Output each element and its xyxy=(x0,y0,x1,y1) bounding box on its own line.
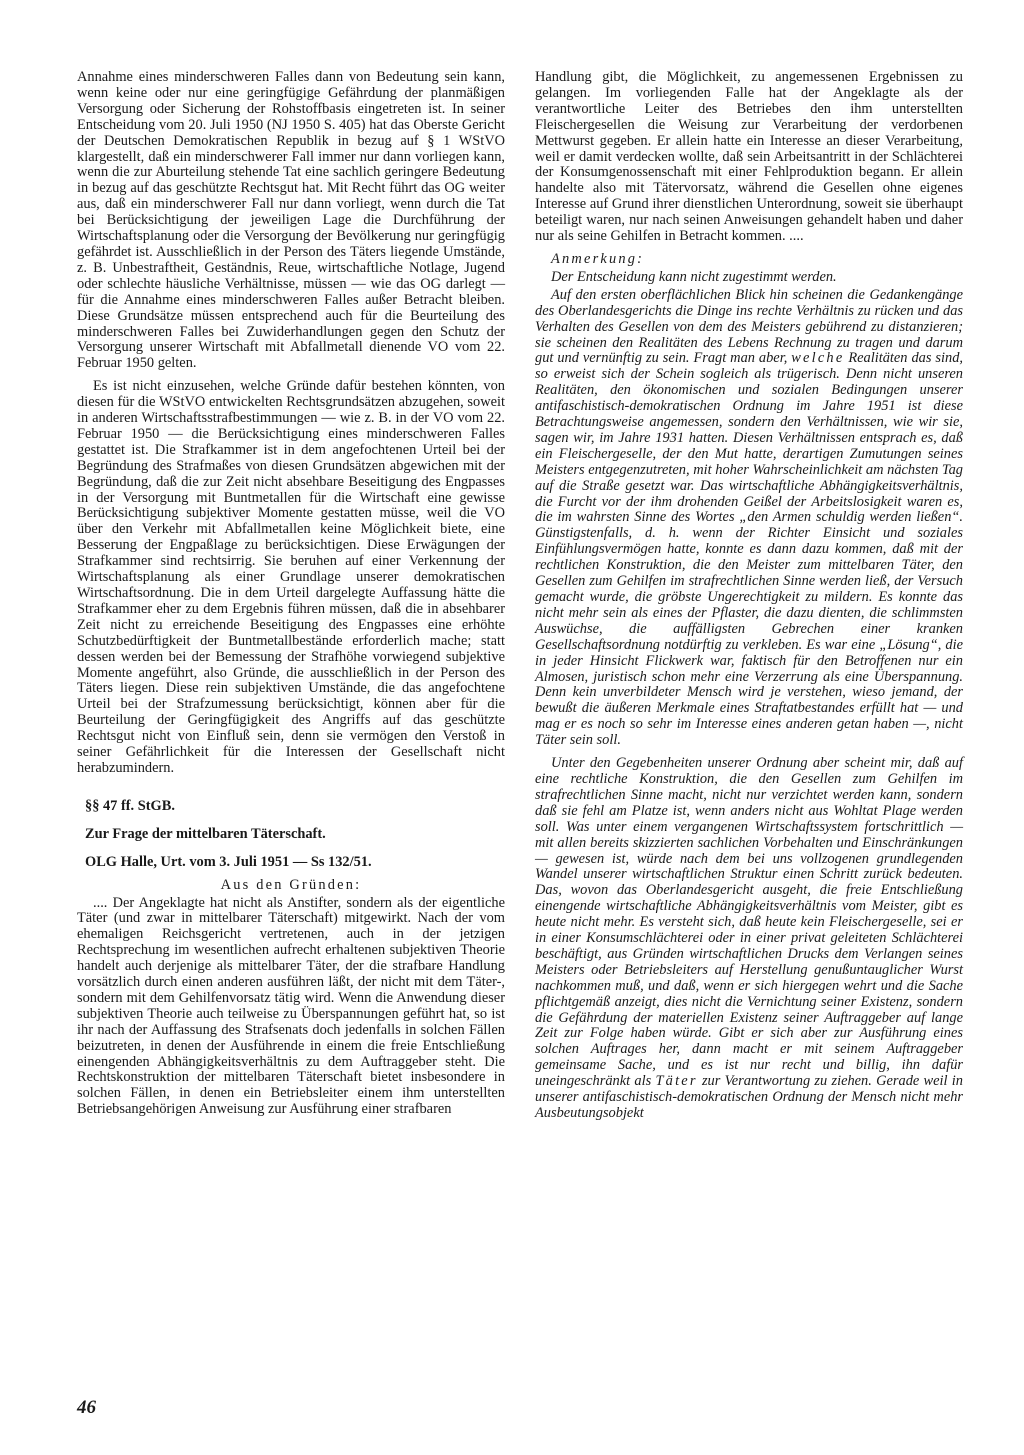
text-run: Realitäten das sind, so erweist sich der Schein sogleich als trügerisch. Denn nicht unseren Realitäten, den ökonomischen und sozialen Bedingungen unserer antifaschistisch-demokratischen Ordnung im Jahre 1951 ist diese Betrachtungsweise angemessen, sondern den Verhältnissen, wie wir sie, sagen wir, im Jahre 1931 hatten. Diesen Verhältnissen entsprach es, daß ein Fleischergeselle, der den Mut hatte, derartigen Zumutungen seines Meisters entgegenzutreten, mit hoher Wahrscheinlichkeit am nächsten Tag auf die Straße gesetzt war. Das wirtschaftliche Abhängigkeitsverhältnis, die Furcht vor der ihm drohenden Geißel der Arbeitslosigkeit waren es, die im wahrsten Sinne des Wortes „den Armen schuldig werden ließen“. Günstigstenfalls, d. h. wenn der Richter Einsicht und soziales Einfühlungsvermögen hatte, konnte es dann dazu kommen, daß mit der rechtlichen Konstruktion, die den Meister zum mittelbaren Täter, den Gesellen zum Gehilfen im strafrechtlichen Sinne werden ließ, der Versuch gemacht wurde, die gröbste Ungerechtigkeit zu mildern. Es konnte das nicht mehr sein als eines der Pflaster, die dazu dienten, die schlimmsten Auswüchse, die auffälligsten Gebrechen einer kranken Gesellschaftsordnung notdürftig zu verkleben. Es war eine „Lösung“, die in jeder Hinsicht Flickwerk war, faktisch für den Betroffenen nur ein Almosen, juristisch schon mehr eine Verzerrung als eine Überspannung. Denn kein unverbildeter Mensch wird je verstehen, wieso jemand, der bewußt die äußeren Merkmale eines Straftatbestandes erfüllt hat — und mag er es noch so sehr im Interesse eines anderen getan haben —, nicht Täter sein soll. xyxy=(535,350,963,749)
paragraph: .... Der Angeklagte hat nicht als Anstifter, sondern als der eigentliche Täter (und zwar in mittelbarer Täterschaft) mitgewirkt. Nach der vom ehemaligen Reichsgericht vertretenen, auch in der jetzigen Rechtsprechung im wesentlichen aufrecht erhaltenen subjektiven Theorie handelt auch derjenige als mittelbarer Täter, der die strafbare Handlung vorsätzlich durch einen anderen ausführen läßt, der nicht mit dem Täter-, sondern mit dem Gehilfenvorsatz tätig wird. Wenn die Anwendung dieser subjektiven Theorie auch teilweise zu Überspannungen geführt hat, so ist ihr nach der Auffassung des Strafsenats doch jedenfalls in solchen Fällen beizutreten, in denen der Ausführende in einem die freie Entschließung einengenden Abhängigkeitsverhältnis zu dem Auftraggeber steht. Die Rechtskonstruktion der mittelbaren Täterschaft bietet insbesondere in solchen Fällen, in denen ein Betriebsleiter einem ihm unterstellten Betriebsangehörigen Anweisung zur Ausführung einer strafbaren xyxy=(77,894,505,1118)
paragraph: Annahme eines minderschweren Falles dann von Bedeutung sein kann, wenn keine oder nur eine geringfügige Gefährdung der planmäßigen Versorgung oder Sicherung der Rohstoffbasis eingetreten ist. In seiner Entscheidung vom 20. Juli 1950 (NJ 1950 S. 405) hat das Oberste Gericht der Deutschen Demokratischen Republik in bezug auf § 1 WStVO klargestellt, daß ein minderschwerer Fall immer nur dann vorliegen kann, wenn die zur Aburteilung stehende Tat eine sachlich geringere Bedeutung in bezug auf das geschützte Rechtsgut hat. Mit Recht führt das OG weiter aus, daß ein minderschwerer Fall nur dann vorliegt, wenn durch die Tat bei Berücksichtigung der jeweiligen Lage die Durchführung der Wirtschaftsplanung oder die Versorgung der Bevölkerung nur geringfügig gefährdet ist. Ausschließlich in der Person des Täters liegende Umstände, z. B. Unbestraftheit, Geständnis, Reue, wirtschaftliche Notlage, Jugend oder schlechte häusliche Verhältnisse, müssen — wie das OG darlegt — für die Annahme eines minderschweren Falles außer Betracht bleiben. Diese Grundsätze müssen entsprechend auch für die Beurteilung des minderschweren Falles bei Zuwiderhandlungen gegen den Schutz der Versorgung unserer Wirtschaft mit Abfallmetall dienende VO vom 22. Februar 1950 gelten. xyxy=(77,69,505,372)
text-run: Auf den ersten oberflächlichen Blick hin scheinen die Gedankengänge des Oberlandesgerichts die Dinge ins rechte Verhältnis zu rücken und das Verhalten des Gesellen von dem des Meisters gebührend zu distanzieren; sie scheinen den Realitäten des Lebens Rechnung zu tragen und darum gut und vernünftig zu sein. Fragt man aber, xyxy=(535,286,963,367)
right-column xyxy=(535,70,963,1124)
text-run: zur Verantwortung zu ziehen. Gerade weil in unserer antifaschistisch-demokratischen Ordnung der Mensch nicht mehr Ausbeutungsobjekt xyxy=(535,1073,963,1121)
paragraph xyxy=(535,756,963,1122)
emphasis: welche xyxy=(791,350,845,367)
emphasis: Täter xyxy=(655,1073,698,1090)
law-heading: §§ 47 ff. StGB. xyxy=(85,797,175,814)
section-title: Aus den Gründen: xyxy=(220,876,362,893)
paragraph: Handlung gibt, die Möglichkeit, zu angemessenen Ergebnissen zu gelangen. Im vorliegenden Falle hat der Angeklagte als der verantwortliche Leiter des Betriebes den ihm unterstellten Fleischergesellen die Weisung zur Verarbeitung der verdorbenen Mettwurst gegeben. Er allein hatte ein Interesse an dieser Verarbeitung, weil er damit verdecken wollte, daß sein Arbeitsantritt in der Schlächterei der Konsumgenossenschaft mit einer Fehlproduktion begann. Er allein handelte also mit Tätervorsatz, während die Gesellen ohne eigenes Interesse auf Grund ihrer dienstlichen Unterordnung, soweit sie überhaupt beteiligt waren, nur nach seinen Anweisungen gehandelt haben und daher nur als seine Gehilfen in Betracht kommen. .... xyxy=(535,69,963,245)
page-number: 46 xyxy=(77,1397,96,1418)
text-run: Unter den Gegebenheiten unserer Ordnung aber scheint mir, daß auf eine rechtliche Konstruktion, die den Gesellen zum Gehilfen im strafrechtlichen Sinne macht, nicht nur verzichtet werden kann, sondern daß sie fehl am Platze ist, wenn anders nicht aus Wohltat Plage werden soll. Was unter einem vergangenen Wirtschaftssystem fortschrittlich — mit allen bereits skizzierten sachlichen Vorbehalten und Einschränkungen — gewesen ist, würde nach dem bei uns vollzogenen grundlegenden Wandel unserer wirtschaftlichen Struktur einen Schritt zurück bedeuten. Das, wovon das Oberlandesgericht ausgeht, die freie Entschließung einengende wirtschaftliche Abhängigkeitsverhältnis vom Meister, gibt es heute nicht mehr. Es versteht sich, daß heute kein Fleischergeselle, sei er in einer Konsumschlächterei oder in einer privat geleiteten Schlächterei beschäftigt, aus Gründen wirtschaftlichen Drucks dem Verlangen seines Meisters oder Betriebsleiters auf Herstellung genußuntauglicher Wurst nachkommen muß, und daß, wenn er sich hiergegen wehrt und die Sache pflichtgemäß anzeigt, dies nicht die Vernichtung seiner Existenz, sondern die Gefährdung der materiellen Existenz seiner Auftraggeber auf lange Zeit zur Folge haben würde. Gibt er sich aber zur Ausführung eines solchen Auftrages her, dann macht er mit seinem Auftraggeber gemeinsame Sache, und es ist nur recht und billig, ihn dafür uneingeschränkt als xyxy=(535,755,963,1090)
topic-heading: Zur Frage der mittelbaren Täterschaft. xyxy=(85,825,326,842)
paragraph: Der Entscheidung kann nicht zugestimmt werden. xyxy=(551,268,837,285)
left-column xyxy=(77,70,505,1120)
annotation-title: Anmerkung: xyxy=(551,250,645,267)
paragraph: Es ist nicht einzusehen, welche Gründe dafür bestehen könnten, von diesen für die WStVO entwickelten Rechtsgrundsätzen abzugehen, soweit in anderen Wirtschaftsstrafbestimmungen — wie z. B. in der VO vom 22. Februar 1950 — die Berücksichtigung eines minderschweren Falles gestattet ist. Die Strafkammer ist in dem angefochtenen Urteil bei der Begründung des Strafmaßes von diesen Grundsätzen abgewichen mit der Begründung, daß die zur Zeit nicht absehbare Beseitigung des Engpasses in der Versorgung mit Buntmetallen für die Wirtschaft eine gewisse Berücksichtigung subjektiver Momente gestatten müsse, weil die VO über den Verkehr mit Abfallmetallen keine Möglichkeit biete, eine Besserung der Engpaßlage zu berücksichtigen. Diese Erwägungen der Strafkammer sind rechtsirrig. Sie beruhen auf einer Verkennung der Wirtschaftsplanung als einer Grundlage unserer demokratischen Wirtschaftsordnung. Die in dem Urteil dargelegte Auffassung hätte die Strafkammer eher zu dem Ergebnis führen müssen, daß die in absehbarer Zeit nicht zu erreichende Beseitigung des Engpasses eine erhöhte Schutzbedürftigkeit der Buntmetallbestände erforderlich mache; statt dessen werden bei der Bemessung der Strafhöhe vorwiegend subjektive Momente angeführt, also Gründe, die ausschließlich in der Person des Täters liegen. Diese rein subjektiven Umstände, die das angefochtene Urteil bei der Strafzumessung berücksichtigt, können aber für die Beurteilung der Geringfügigkeit des Angriffs auf das geschützte Rechtsgut nicht von Einfluß sein, denn sie vermögen den Verstoß in seiner Gefährlichkeit für die Interessen der Gesellschaft nicht herabzumindern. xyxy=(77,378,505,776)
paragraph xyxy=(535,288,963,749)
court-heading: OLG Halle, Urt. vom 3. Juli 1951 — Ss 132/51. xyxy=(85,853,372,870)
